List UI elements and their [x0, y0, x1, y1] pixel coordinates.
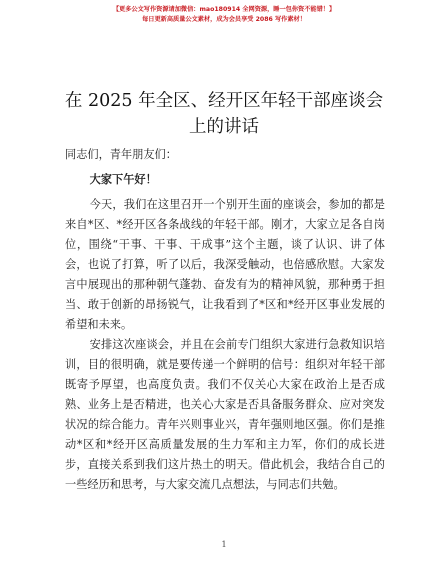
banner-line-1[interactable]: 【更多公文写作资源请加微信：mao180914 全网资源，睡一包你资不能错！】 [112, 6, 336, 13]
document-title: 在 2025 年全区、经开区年轻干部座谈会上的讲话 [64, 91, 384, 137]
header-banner [0, 5, 448, 25]
banner-line-2: 每日更新高质量公文素材，成为会员享受 2086 写作素材！ [142, 16, 306, 23]
paragraph-1: 今天，我们在这里召开一个别开生面的座谈会，参加的都是来自*区、*经开区各条战线的年轻干部。刚才，大家立足各自岗位，围绕“干事、干事、干成事”这个主题，谈了认识、讲了体会，也说了打算，听了以后，我深受触动，也倍感欣慰。大家发言中展现出的那种朝气蓬勃、奋发有为的精神风貌，那种勇于担当、敢于创新的昂扬锐气，让我看到了*区和*经开区事业发展的希望和未来。 [65, 198, 385, 331]
page-number: 1 [221, 540, 227, 549]
salutation: 同志们，青年朋友们： [65, 148, 177, 161]
document-body [65, 145, 385, 495]
paragraph-2: 安排这次座谈会，并且在会前专门组织大家进行急救知识培训，目的很明确，就是要传递一个鲜明的信号：组织对年轻干部既寄予厚望，也高度负责。我们不仅关心大家在政治上是否成熟、业务上是否精进，也关心大家是否具备服务群众、应对突发状况的综合能力。青年兴则事业兴，青年强则地区强。你们是推动*区和*经开区高质量发展的生力军和主力军，你们的成长进步，直接关系到我们这片热土的明天。借此机会，我结合自己的一些经历和思考，与大家交流几点想法，与同志们共勉。 [65, 338, 385, 491]
greeting: 大家下午好！ [89, 172, 157, 186]
